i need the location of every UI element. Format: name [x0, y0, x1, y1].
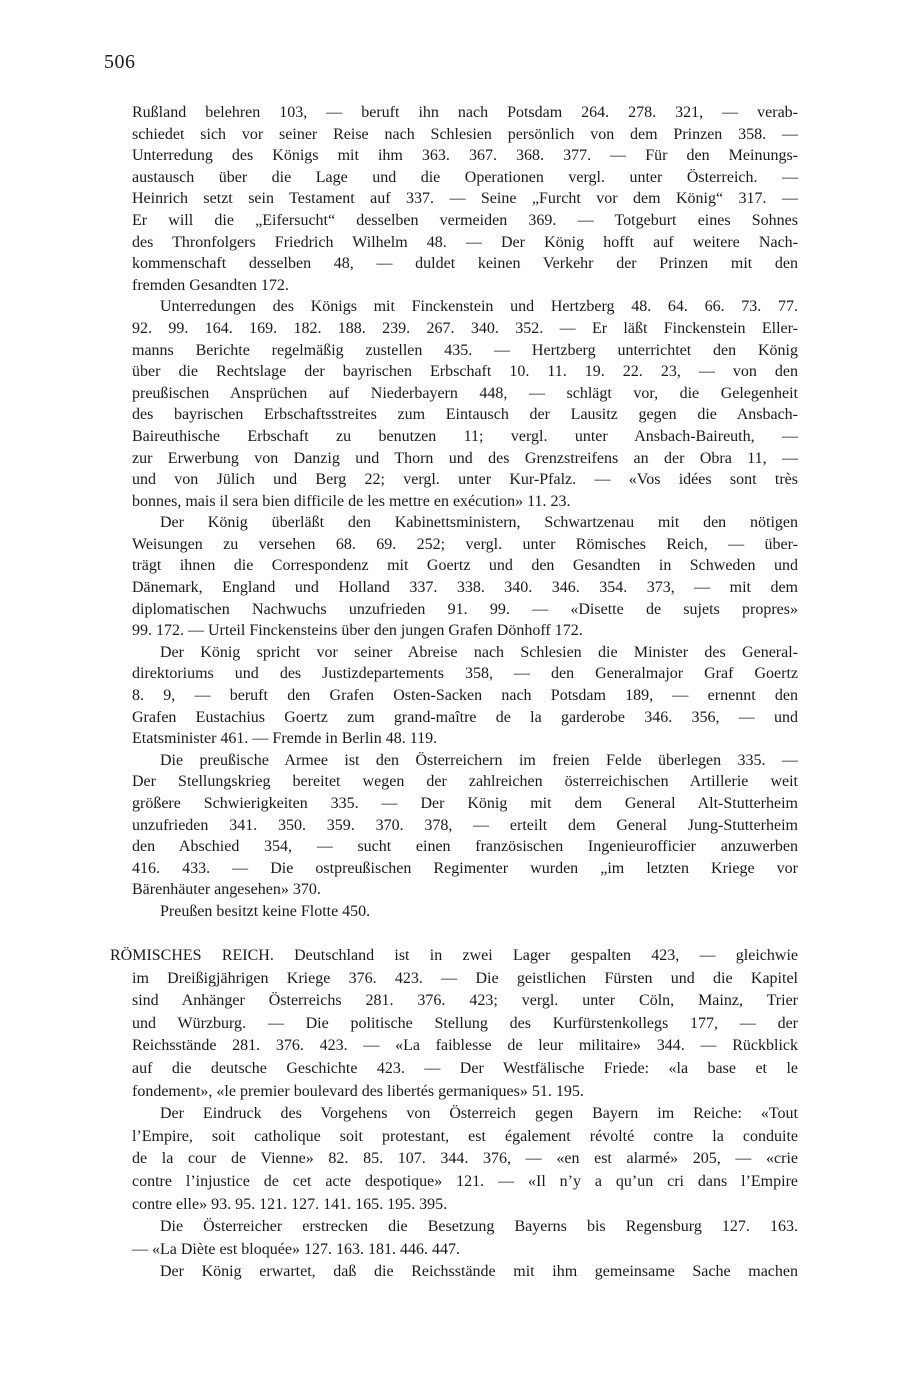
- text-line: bonnes, mais il sera bien difficile de les mettre en exécution» 11. 23.: [132, 492, 571, 510]
- text-line: preußischen Ansprüchen auf Niederbayern 448, — schlägt vor, die Gelegenheit: [132, 384, 798, 402]
- page-number: 506: [104, 51, 136, 73]
- text-line: des Thronfolgers Friedrich Wilhelm 48. — Der König hofft auf weitere Nach-: [132, 233, 798, 251]
- text-line: 8. 9, — beruft den Grafen Osten-Sacken nach Potsdam 189, — ernennt den: [132, 687, 798, 705]
- text-line: Die Österreicher erstrecken die Besetzung Bayerns bis Regensburg 127. 163.: [160, 1218, 798, 1236]
- text-line: Etatsminister 461. — Fremde in Berlin 48. 119.: [132, 730, 438, 748]
- text-line: Der Stellungskrieg bereitet wegen der zahlreichen österreichischen Artillerie weit: [132, 773, 798, 791]
- text-line: Weisungen zu versehen 68. 69. 252; vergl. unter Römisches Reich, — über-: [132, 535, 798, 553]
- text-line: Der Eindruck des Vorgehens von Österreich gegen Bayern im Reiche: «Tout: [160, 1105, 798, 1123]
- text-line: de la cour de Vienne» 82. 85. 107. 344. 376, — «en est alarmé» 205, — «crie: [132, 1150, 798, 1168]
- text-line: Der König erwartet, daß die Reichsstände mit ihm gemeinsame Sache machen: [160, 1263, 798, 1281]
- text-line: diplomatischen Nachwuchs unzufrieden 91. 99. — «Disette de sujets propres»: [132, 600, 798, 618]
- text-line: Dänemark, England und Holland 337. 338. 340. 346. 354. 373, — mit dem: [132, 579, 798, 597]
- text-line: Er will die „Eifersucht“ desselben vermeiden 369. — Totgeburt eines Sohnes: [132, 211, 798, 229]
- index-entry-continuation: [132, 102, 798, 923]
- text-line: fondement», «le premier boulevard des libertés germaniques» 51. 195.: [132, 1082, 584, 1100]
- text-line: l’Empire, soit catholique soit protestant, est également révolté contre la conduite: [132, 1127, 798, 1145]
- text-line: kommenschaft desselben 48, — duldet keinen Verkehr der Prinzen mit den: [132, 255, 798, 273]
- text-line: fremden Gesandten 172.: [132, 276, 289, 294]
- text-line: Der König überläßt den Kabinettsministern, Schwartzenau mit den nötigen: [160, 514, 798, 532]
- text-line: 416. 433. — Die ostpreußischen Regimenter wurden „im letzten Kriege vor: [132, 859, 798, 877]
- text-line: — «La Diète est bloquée» 127. 163. 181. 446. 447.: [132, 1240, 460, 1258]
- text-line: austausch über die Lage und die Operationen vergl. unter Österreich. —: [132, 168, 798, 186]
- text-line: 92. 99. 164. 169. 182. 188. 239. 267. 340. 352. — Er läßt Finckenstein Eller-: [132, 319, 798, 337]
- text-line: unzufrieden 341. 350. 359. 370. 378, — erteilt dem General Jung-Stutterheim: [132, 816, 798, 834]
- text-line: Bärenhäuter angesehen» 370.: [132, 881, 321, 899]
- text-line: Heinrich setzt sein Testament auf 337. — Seine „Furcht vor dem König“ 317. —: [132, 190, 798, 208]
- text-line: und Würzburg. — Die politische Stellung des Kurfürstenkollegs 177, — der: [132, 1014, 798, 1032]
- text-line: sind Anhänger Österreichs 281. 376. 423; vergl. unter Cöln, Mainz, Trier: [132, 992, 798, 1010]
- text-line: größere Schwierigkeiten 335. — Der König mit dem General Alt-Stutterheim: [132, 795, 798, 812]
- text-line: auf die deutsche Geschichte 423. — Der Westfälische Friede: «la base et le: [132, 1059, 798, 1077]
- text-line: Preußen besitzt keine Flotte 450.: [160, 902, 371, 920]
- text-line: schiedet sich vor seiner Reise nach Schlesien persönlich von dem Prinzen 358. —: [132, 125, 798, 143]
- entry-heading-line: RÖMISCHES REICH. Deutschland ist in zwei Lager gespalten 423, — gleichwie: [110, 947, 798, 964]
- text-line: Rußland belehren 103, — beruft ihn nach Potsdam 264. 278. 321, — verab-: [132, 104, 798, 121]
- text-line: Der König spricht vor seiner Abreise nach Schlesien die Minister des General-: [160, 643, 798, 661]
- text-line: Die preußische Armee ist den Österreichern im freien Felde überlegen 335. —: [160, 751, 798, 769]
- text-line: zur Erwerbung von Danzig und Thorn und des Grenzstreifens an der Obra 11, —: [132, 449, 798, 467]
- text-line: des bayrischen Erbschaftsstreites zum Eintausch der Lausitz gegen die Ansbach-: [132, 406, 798, 424]
- text-line: über die Rechtslage der bayrischen Erbschaft 10. 11. 19. 22. 23, — von den: [132, 363, 798, 381]
- text-line: Reichsstände 281. 376. 423. — «La faiblesse de leur militaire» 344. — Rückblick: [132, 1037, 798, 1055]
- text-line: Grafen Eustachius Goertz zum grand-maître de la garderobe 346. 356, — und: [132, 708, 798, 726]
- text-line: contre elle» 93. 95. 121. 127. 141. 165. 195. 395.: [132, 1195, 448, 1213]
- text-line: manns Berichte regelmäßig zustellen 435. — Hertzberg unterrichtet den König: [132, 341, 798, 359]
- text-line: und von Jülich und Berg 22; vergl. unter Kur-Pfalz. — «Vos idées sont très: [132, 471, 798, 489]
- text-line: im Dreißigjährigen Kriege 376. 423. — Die geistlichen Fürsten und die Kapitel: [132, 969, 798, 987]
- text-line: Unterredung des Königs mit ihm 363. 367. 368. 377. — Für den Meinungs-: [132, 147, 798, 165]
- text-line: trägt ihnen die Correspondenz mit Goertz und den Gesandten in Schweden und: [132, 557, 798, 575]
- text-line: direktoriums und des Justizdepartements 358, — den Generalmajor Graf Goertz: [132, 665, 798, 683]
- text-line: den Abschied 354, — sucht einen französischen Ingenieurofficier anzuwerben: [132, 838, 798, 856]
- text-line: Baireuthische Erbschaft zu benutzen 11; vergl. unter Ansbach-Baireuth, —: [132, 427, 798, 445]
- text-line: contre l’injustice de cet acte despotique» 121. — «Il n’y a qu’un cri dans l’Empire: [132, 1172, 798, 1190]
- index-entry-roemisches-reich: [110, 945, 798, 1284]
- text-line: 99. 172. — Urteil Finckensteins über den jungen Grafen Dönhoff 172.: [132, 622, 583, 640]
- text-line: Unterredungen des Königs mit Finckenstein und Hertzberg 48. 64. 66. 73. 77.: [160, 298, 798, 316]
